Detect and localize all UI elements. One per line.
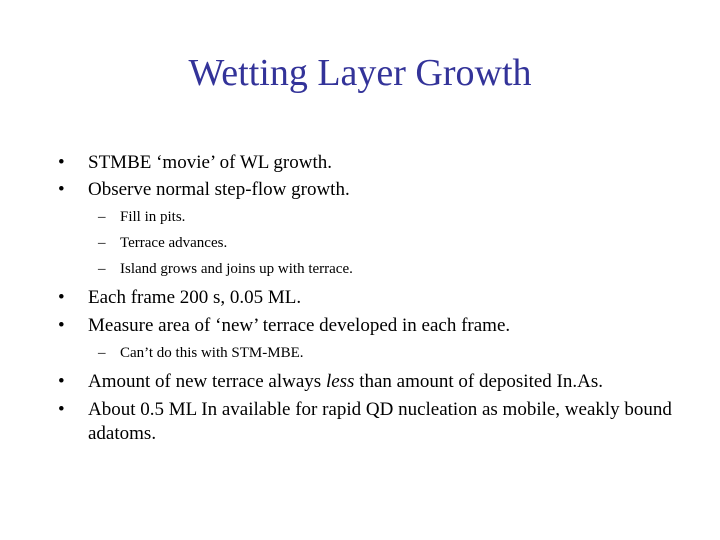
bullet-dot: • xyxy=(58,287,65,308)
sub-bullet-dash: – xyxy=(98,209,106,225)
sub-bullet-dash: – xyxy=(98,235,106,251)
bullet-dot: • xyxy=(58,399,65,420)
bullet-text-part: Amount of new terrace always xyxy=(88,371,326,392)
bullet-text xyxy=(88,370,678,394)
bullet-dot: • xyxy=(58,152,65,173)
bullet-text: STMBE ‘movie’ of WL growth. xyxy=(88,152,332,173)
sub-bullet-dash: – xyxy=(98,345,106,361)
bullet-text: Each frame 200 s, 0.05 ML. xyxy=(88,287,302,308)
sub-bullet-text: Can’t do this with STM-MBE. xyxy=(120,345,304,361)
bullet-text-part: than amount of deposited In.As. xyxy=(354,371,603,392)
bullet-text: Observe normal step-flow growth. xyxy=(88,179,350,200)
slide-title: Wetting Layer Growth xyxy=(188,52,532,94)
bullet-dot: • xyxy=(58,371,65,392)
emphasis-text: less xyxy=(325,371,355,392)
bullet-dot: • xyxy=(58,315,65,336)
bullet-dot: • xyxy=(58,179,65,200)
sub-bullet-text: Terrace advances. xyxy=(120,235,228,251)
sub-bullet-dash: – xyxy=(98,261,106,277)
sub-bullet-text: Fill in pits. xyxy=(120,209,186,225)
sub-bullet-text: Island grows and joins up with terrace. xyxy=(120,261,353,277)
bullet-text: About 0.5 ML In available for rapid QD nucleation as mobile, weakly bound adatoms. xyxy=(88,399,672,444)
bullet-text: Measure area of ‘new’ terrace developed in each frame. xyxy=(88,315,511,336)
